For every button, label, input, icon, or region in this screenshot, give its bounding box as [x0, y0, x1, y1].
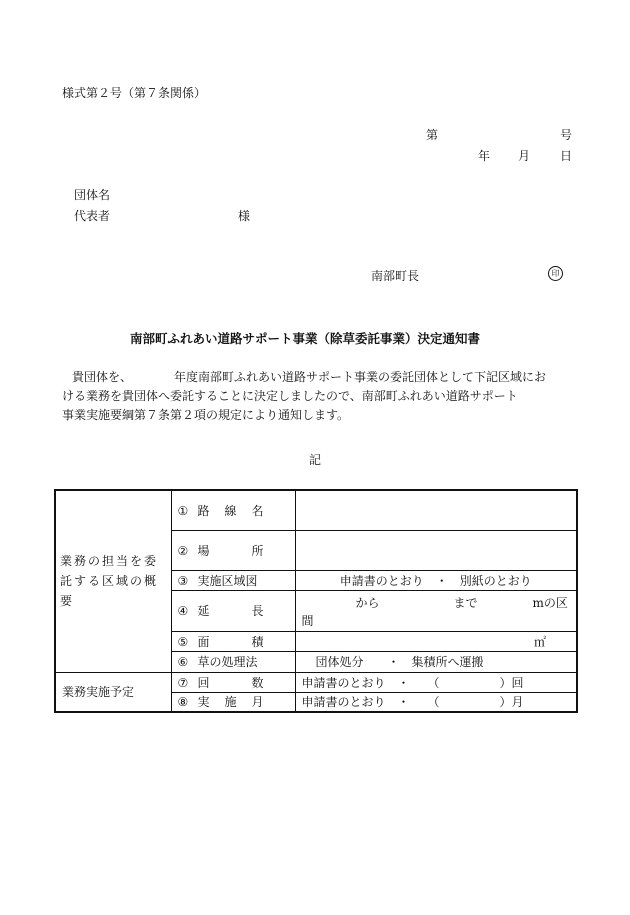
area-value: ㎡ — [295, 631, 577, 651]
grass-disposal-value: 団体処分 ・ 集積所へ運搬 — [295, 651, 577, 672]
body-paragraph — [62, 368, 582, 425]
month-value: 申請書のとおり ・ （ ）月 — [295, 692, 577, 712]
row-number: ⑦ — [177, 675, 189, 690]
group-schedule-label: 業務実施予定 — [62, 684, 135, 699]
row-number: ③ — [177, 573, 189, 588]
org-name-label: 団体名 — [74, 188, 111, 202]
issuer-title: 南部町長 — [371, 269, 420, 283]
row-number: ⑧ — [177, 695, 189, 710]
body-line-2: ける業務を貴団体へ委託することに決定しましたので、南部町ふれあい道路サポート — [62, 389, 518, 403]
table-row — [55, 672, 577, 692]
route-name-value — [295, 490, 577, 530]
group-area-overview-label: 業務の担当を委託する区域の概要 — [60, 554, 159, 609]
ki-heading: 記 — [309, 453, 322, 467]
seal-text: 印 — [551, 269, 560, 278]
date-day: 日 — [560, 149, 573, 163]
row-label-month: ⑧ 実 施 月 — [171, 692, 295, 712]
length-value — [295, 590, 577, 631]
date-year: 年 — [478, 149, 491, 163]
row-label-area-map: ③ 実施区域図 — [171, 570, 295, 590]
seal-mark — [548, 266, 563, 281]
row-number: ① — [177, 503, 189, 518]
document-title: 南部町ふれあい道路サポート事業（除草委託事業）決定通知書 — [130, 331, 481, 346]
row-label-route: ① 路 線 名 — [171, 490, 295, 530]
representative-label: 代表者 — [74, 209, 111, 223]
row-label-grass-disposal: ⑥ 草の処理法 — [171, 651, 295, 672]
table-row — [55, 490, 577, 530]
doc-number-prefix: 第 — [426, 128, 439, 142]
body-line-1: 貴団体を、 年度南部町ふれあい道路サポート事業の委託団体として下記区域にお — [72, 370, 547, 384]
doc-number-suffix: 号 — [560, 128, 573, 142]
row-label-place: ② 場 所 — [171, 530, 295, 570]
row-number: ⑤ — [177, 634, 189, 649]
row-label-count: ⑦ 回 数 — [171, 672, 295, 692]
body-line-3: 事業実施要綱第７条第２項の規定により通知します。 — [62, 408, 350, 422]
row-label-area: ⑤ 面 積 — [171, 631, 295, 651]
row-number: ⑥ — [177, 655, 189, 669]
honorific: 様 — [238, 209, 251, 223]
length-to: まで — [453, 595, 478, 610]
count-value: 申請書のとおり ・ （ ）回 — [295, 672, 577, 692]
place-value — [295, 530, 577, 570]
row-label-length: ④ 延 長 — [171, 590, 295, 631]
form-number: 様式第２号（第７条関係） — [62, 86, 207, 100]
length-interval: 間 — [301, 613, 314, 628]
area-overview-table — [54, 489, 578, 713]
row-number: ④ — [177, 604, 189, 618]
date-month: 月 — [518, 149, 531, 163]
length-from: から — [355, 595, 380, 610]
length-unit: mの区 — [532, 595, 568, 610]
row-number: ② — [177, 543, 189, 558]
group-schedule — [55, 672, 171, 712]
group-area-overview — [55, 490, 171, 672]
area-map-value: 申請書のとおり ・ 別紙のとおり — [295, 570, 577, 590]
